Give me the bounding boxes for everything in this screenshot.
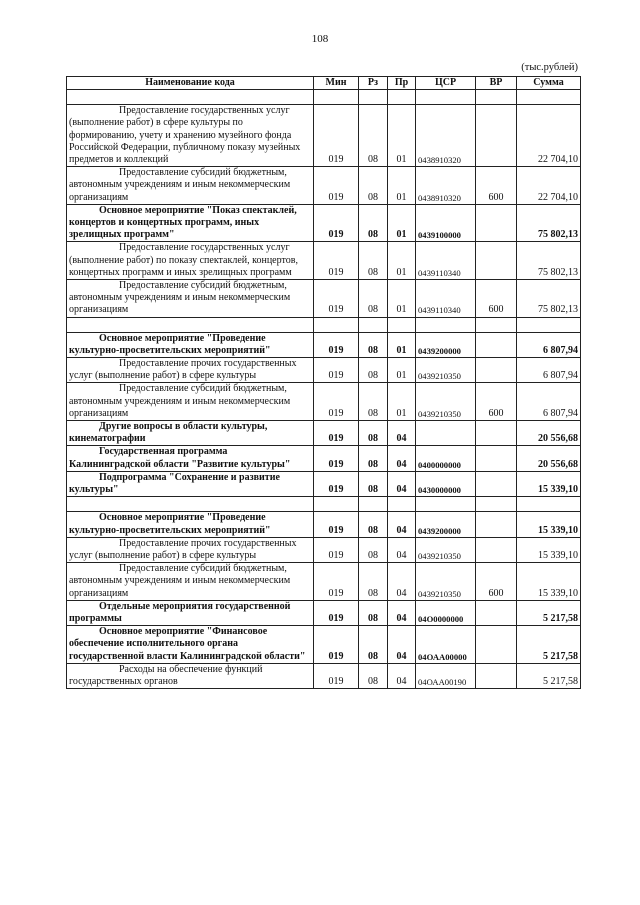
row-vr-cell bbox=[476, 600, 517, 625]
row-pr-cell: 01 bbox=[388, 242, 416, 280]
row-csr-cell: 04ОАА00000 bbox=[416, 626, 476, 664]
table-row bbox=[67, 332, 581, 357]
row-vr-cell bbox=[476, 537, 517, 562]
row-min-cell: 019 bbox=[314, 563, 359, 601]
row-rz-cell: 08 bbox=[359, 167, 388, 205]
row-csr-cell: 0439210350 bbox=[416, 358, 476, 383]
col-header-vr: ВР bbox=[476, 77, 517, 90]
row-csr-cell: 0430000000 bbox=[416, 471, 476, 496]
row-name-cell: Подпрограмма "Сохранение и развитие культуры" bbox=[67, 471, 314, 496]
row-pr-cell: 04 bbox=[388, 446, 416, 471]
row-csr-cell: 0400000000 bbox=[416, 446, 476, 471]
spacer-cell bbox=[359, 90, 388, 105]
row-sum-cell: 15 339,10 bbox=[517, 471, 581, 496]
row-pr-cell: 04 bbox=[388, 537, 416, 562]
table-row bbox=[67, 167, 581, 205]
spacer-row bbox=[67, 317, 581, 332]
col-header-name: Наименование кода bbox=[67, 77, 314, 90]
row-csr-cell: 0438910320 bbox=[416, 105, 476, 167]
col-header-min: Мин bbox=[314, 77, 359, 90]
row-rz-cell: 08 bbox=[359, 446, 388, 471]
spacer-cell bbox=[416, 497, 476, 512]
row-csr-cell: 0439110340 bbox=[416, 280, 476, 318]
row-name-cell: Предоставление государственных услуг (выполнение работ) по показу спектаклей, концертов, концертных программ и иных зрелищных программ bbox=[67, 242, 314, 280]
row-vr-cell bbox=[476, 446, 517, 471]
row-csr-cell: 0439210350 bbox=[416, 537, 476, 562]
row-csr-cell: 0439210350 bbox=[416, 563, 476, 601]
col-header-csr: ЦСР bbox=[416, 77, 476, 90]
row-name-cell: Основное мероприятие "Показ спектаклей, концертов и концертных программ, иных зрелищных программ" bbox=[67, 204, 314, 242]
row-csr-cell: 0439200000 bbox=[416, 332, 476, 357]
row-name-cell: Государственная программа Калининградской области "Развитие культуры" bbox=[67, 446, 314, 471]
row-name-cell: Предоставление субсидий бюджетным, автономным учреждениям и иным некоммерческим организациям bbox=[67, 280, 314, 318]
row-rz-cell: 08 bbox=[359, 537, 388, 562]
row-min-cell: 019 bbox=[314, 446, 359, 471]
row-min-cell: 019 bbox=[314, 600, 359, 625]
row-sum-cell: 75 802,13 bbox=[517, 242, 581, 280]
row-pr-cell: 01 bbox=[388, 332, 416, 357]
row-sum-cell: 22 704,10 bbox=[517, 105, 581, 167]
row-pr-cell: 04 bbox=[388, 663, 416, 688]
row-rz-cell: 08 bbox=[359, 663, 388, 688]
row-sum-cell: 15 339,10 bbox=[517, 512, 581, 537]
row-rz-cell: 08 bbox=[359, 512, 388, 537]
col-header-rz: Рз bbox=[359, 77, 388, 90]
row-vr-cell bbox=[476, 421, 517, 446]
row-min-cell: 019 bbox=[314, 167, 359, 205]
spacer-row bbox=[67, 497, 581, 512]
page-number: 108 bbox=[311, 33, 329, 45]
row-pr-cell: 04 bbox=[388, 471, 416, 496]
row-csr-cell bbox=[416, 421, 476, 446]
spacer-cell bbox=[416, 317, 476, 332]
row-rz-cell: 08 bbox=[359, 358, 388, 383]
table-row bbox=[67, 600, 581, 625]
row-pr-cell: 01 bbox=[388, 280, 416, 318]
row-vr-cell: 600 bbox=[476, 383, 517, 421]
row-sum-cell: 5 217,58 bbox=[517, 626, 581, 664]
row-vr-cell bbox=[476, 242, 517, 280]
row-min-cell: 019 bbox=[314, 663, 359, 688]
table-row bbox=[67, 383, 581, 421]
row-min-cell: 019 bbox=[314, 242, 359, 280]
units-label: (тыс.рублей) bbox=[521, 62, 578, 73]
row-csr-cell: 0439100000 bbox=[416, 204, 476, 242]
table-row bbox=[67, 358, 581, 383]
row-min-cell: 019 bbox=[314, 383, 359, 421]
row-rz-cell: 08 bbox=[359, 626, 388, 664]
table-row bbox=[67, 280, 581, 318]
row-sum-cell: 6 807,94 bbox=[517, 332, 581, 357]
row-name-cell: Предоставление прочих государственных услуг (выполнение работ) в сфере культуры bbox=[67, 537, 314, 562]
row-rz-cell: 08 bbox=[359, 383, 388, 421]
row-csr-cell: 0439200000 bbox=[416, 512, 476, 537]
budget-table bbox=[66, 76, 581, 689]
row-min-cell: 019 bbox=[314, 204, 359, 242]
row-min-cell: 019 bbox=[314, 537, 359, 562]
row-min-cell: 019 bbox=[314, 280, 359, 318]
row-vr-cell bbox=[476, 358, 517, 383]
row-min-cell: 019 bbox=[314, 512, 359, 537]
spacer-cell bbox=[359, 497, 388, 512]
row-min-cell: 019 bbox=[314, 471, 359, 496]
row-rz-cell: 08 bbox=[359, 563, 388, 601]
row-rz-cell: 08 bbox=[359, 471, 388, 496]
spacer-cell bbox=[314, 497, 359, 512]
spacer-row bbox=[67, 90, 581, 105]
row-rz-cell: 08 bbox=[359, 280, 388, 318]
spacer-cell bbox=[67, 90, 314, 105]
row-vr-cell bbox=[476, 471, 517, 496]
spacer-cell bbox=[359, 317, 388, 332]
row-sum-cell: 5 217,58 bbox=[517, 600, 581, 625]
row-csr-cell: 04ОАА00190 bbox=[416, 663, 476, 688]
table-row bbox=[67, 105, 581, 167]
row-min-cell: 019 bbox=[314, 421, 359, 446]
spacer-cell bbox=[476, 90, 517, 105]
row-rz-cell: 08 bbox=[359, 600, 388, 625]
spacer-cell bbox=[416, 90, 476, 105]
row-sum-cell: 75 802,13 bbox=[517, 280, 581, 318]
spacer-cell bbox=[388, 317, 416, 332]
table-row bbox=[67, 242, 581, 280]
spacer-cell bbox=[476, 317, 517, 332]
table-row bbox=[67, 512, 581, 537]
spacer-cell bbox=[517, 90, 581, 105]
row-pr-cell: 01 bbox=[388, 167, 416, 205]
row-sum-cell: 15 339,10 bbox=[517, 537, 581, 562]
row-vr-cell bbox=[476, 626, 517, 664]
row-sum-cell: 6 807,94 bbox=[517, 383, 581, 421]
row-rz-cell: 08 bbox=[359, 332, 388, 357]
spacer-cell bbox=[314, 317, 359, 332]
row-name-cell: Предоставление государственных услуг (выполнение работ) в сфере культуры по формированию, учету и хранению музейного фонда Российской Федерации, публичному показу музейных предметов и коллекций bbox=[67, 105, 314, 167]
spacer-cell bbox=[388, 497, 416, 512]
col-header-sum: Сумма bbox=[517, 77, 581, 90]
row-name-cell: Другие вопросы в области культуры, кинематографии bbox=[67, 421, 314, 446]
row-pr-cell: 04 bbox=[388, 421, 416, 446]
row-vr-cell bbox=[476, 512, 517, 537]
row-sum-cell: 6 807,94 bbox=[517, 358, 581, 383]
row-rz-cell: 08 bbox=[359, 421, 388, 446]
spacer-cell bbox=[314, 90, 359, 105]
row-sum-cell: 15 339,10 bbox=[517, 563, 581, 601]
table-row bbox=[67, 446, 581, 471]
spacer-cell bbox=[67, 317, 314, 332]
row-sum-cell: 22 704,10 bbox=[517, 167, 581, 205]
row-sum-cell: 20 556,68 bbox=[517, 446, 581, 471]
row-sum-cell: 20 556,68 bbox=[517, 421, 581, 446]
row-pr-cell: 04 bbox=[388, 600, 416, 625]
row-name-cell: Основное мероприятие "Проведение культурно-просветительских мероприятий" bbox=[67, 512, 314, 537]
row-pr-cell: 01 bbox=[388, 105, 416, 167]
row-vr-cell bbox=[476, 663, 517, 688]
row-name-cell: Отдельные мероприятия государственной программы bbox=[67, 600, 314, 625]
col-header-pr: Пр bbox=[388, 77, 416, 90]
spacer-cell bbox=[476, 497, 517, 512]
row-csr-cell: 0439210350 bbox=[416, 383, 476, 421]
table-row bbox=[67, 663, 581, 688]
row-vr-cell bbox=[476, 105, 517, 167]
row-pr-cell: 04 bbox=[388, 512, 416, 537]
spacer-cell bbox=[517, 317, 581, 332]
row-vr-cell: 600 bbox=[476, 167, 517, 205]
row-rz-cell: 08 bbox=[359, 105, 388, 167]
row-rz-cell: 08 bbox=[359, 242, 388, 280]
row-min-cell: 019 bbox=[314, 626, 359, 664]
row-min-cell: 019 bbox=[314, 358, 359, 383]
row-name-cell: Расходы на обеспечение функций государственных органов bbox=[67, 663, 314, 688]
row-pr-cell: 01 bbox=[388, 358, 416, 383]
row-min-cell: 019 bbox=[314, 105, 359, 167]
row-csr-cell: 0438910320 bbox=[416, 167, 476, 205]
row-csr-cell: 0439110340 bbox=[416, 242, 476, 280]
row-name-cell: Основное мероприятие "Финансовое обеспечение исполнительного органа государственной власти Калининградской области" bbox=[67, 626, 314, 664]
row-name-cell: Предоставление субсидий бюджетным, автономным учреждениям и иным некоммерческим организациям bbox=[67, 167, 314, 205]
row-rz-cell: 08 bbox=[359, 204, 388, 242]
table-row bbox=[67, 563, 581, 601]
row-pr-cell: 01 bbox=[388, 204, 416, 242]
row-vr-cell bbox=[476, 204, 517, 242]
row-pr-cell: 01 bbox=[388, 383, 416, 421]
row-vr-cell: 600 bbox=[476, 280, 517, 318]
table-header-row bbox=[67, 77, 581, 90]
table-row bbox=[67, 204, 581, 242]
row-name-cell: Основное мероприятие "Проведение культурно-просветительских мероприятий" bbox=[67, 332, 314, 357]
spacer-cell bbox=[517, 497, 581, 512]
row-name-cell: Предоставление субсидий бюджетным, автономным учреждениям и иным некоммерческим организациям bbox=[67, 563, 314, 601]
row-name-cell: Предоставление субсидий бюджетным, автономным учреждениям и иным некоммерческим организациям bbox=[67, 383, 314, 421]
row-vr-cell: 600 bbox=[476, 563, 517, 601]
table-row bbox=[67, 626, 581, 664]
table-row bbox=[67, 537, 581, 562]
row-pr-cell: 04 bbox=[388, 563, 416, 601]
row-sum-cell: 75 802,13 bbox=[517, 204, 581, 242]
row-min-cell: 019 bbox=[314, 332, 359, 357]
table-row bbox=[67, 421, 581, 446]
spacer-cell bbox=[388, 90, 416, 105]
row-sum-cell: 5 217,58 bbox=[517, 663, 581, 688]
spacer-cell bbox=[67, 497, 314, 512]
row-vr-cell bbox=[476, 332, 517, 357]
row-pr-cell: 04 bbox=[388, 626, 416, 664]
row-name-cell: Предоставление прочих государственных услуг (выполнение работ) в сфере культуры bbox=[67, 358, 314, 383]
row-csr-cell: 04О0000000 bbox=[416, 600, 476, 625]
table-row bbox=[67, 471, 581, 496]
